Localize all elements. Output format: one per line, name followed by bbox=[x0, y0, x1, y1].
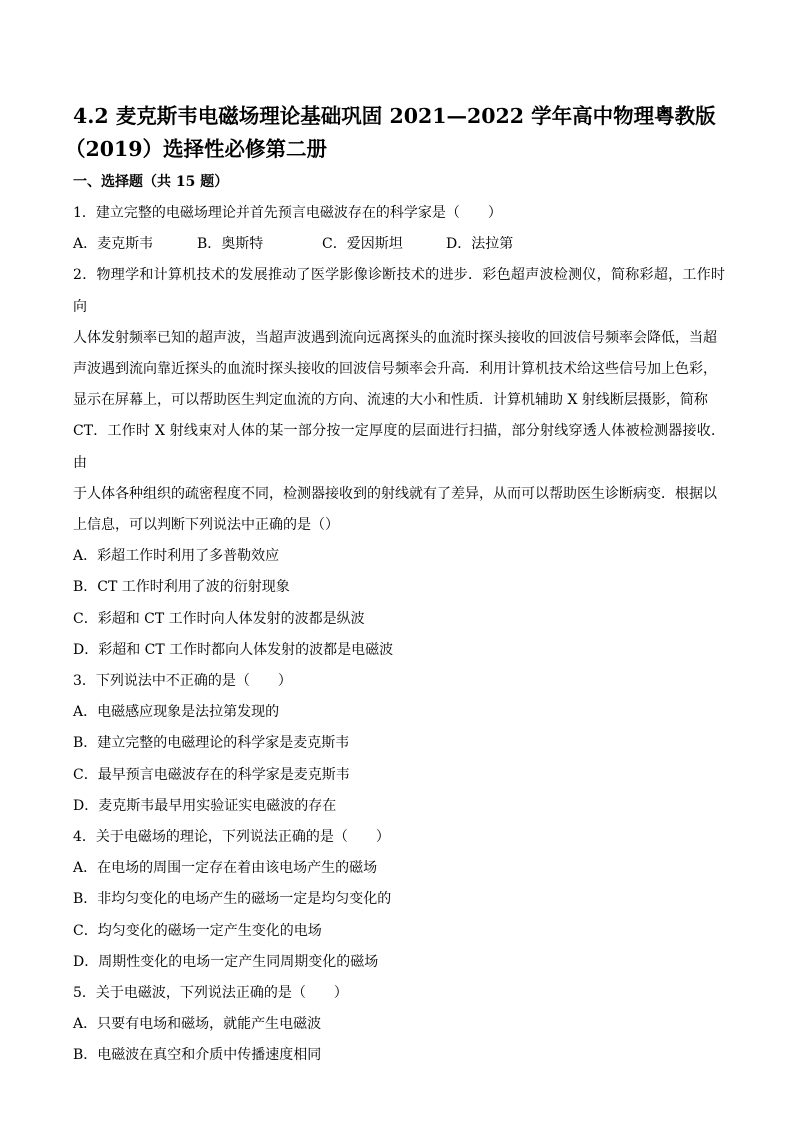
options-row bbox=[73, 229, 725, 260]
option-c: C．爱因斯坦 bbox=[322, 236, 403, 253]
stem-line: 2．物理学和计算机技术的发展推动了医学影像诊断技术的进步．彩色超声波检测仪，简称彩超，工作时向 bbox=[73, 267, 725, 315]
option-a: A．电磁感应现象是法拉第发现的 bbox=[73, 704, 280, 721]
stem-line: 人体发射频率已知的超声波，当超声波遇到流向远离探头的血流时探头接收的回波信号频率会降低，当超 bbox=[73, 329, 717, 346]
option-b: B．建立完整的电磁理论的科学家是麦克斯韦 bbox=[73, 735, 350, 752]
option-c: C．最早预言电磁波存在的科学家是麦克斯韦 bbox=[73, 766, 350, 783]
stem-line: 显示在屏幕上，可以帮助医生判定血流的方向、流速的大小和性质．计算机辅助 X 射线断层摄影，简称 bbox=[73, 392, 708, 409]
option-d: D．麦克斯韦最早用实验证实电磁波的存在 bbox=[73, 797, 337, 814]
question-4 bbox=[73, 822, 725, 978]
title-line-2: （2019）选择性必修第二册 bbox=[65, 137, 328, 161]
stem-line: CT．工作时 X 射线束对人体的某一部分按一定厚度的层面进行扫描，部分射线穿透人体被检测器接收．由 bbox=[73, 423, 725, 471]
question-stem: 1．建立完整的电磁场理论并首先预言电磁波存在的科学家是（ ） bbox=[73, 205, 502, 221]
question-2 bbox=[73, 260, 725, 666]
option-c: C．彩超和 CT 工作时向人体发射的波都是纵波 bbox=[73, 610, 365, 627]
option-a: A．麦克斯韦 bbox=[73, 236, 154, 253]
option-a: A．在电场的周围一定存在着由该电场产生的磁场 bbox=[73, 860, 378, 877]
question-stem: 5．关于电磁波，下列说法正确的是（ ） bbox=[73, 985, 348, 1002]
stem-line: 于人体各种组织的疏密程度不同，检测器接收到的射线就有了差异，从而可以帮助医生诊断病变．根据以 bbox=[73, 485, 717, 502]
document-title bbox=[65, 100, 725, 166]
option-d: D．彩超和 CT 工作时都向人体发射的波都是电磁波 bbox=[73, 641, 394, 658]
question-3 bbox=[73, 666, 725, 822]
option-a: A．只要有电场和磁场，就能产生电磁波 bbox=[73, 1016, 322, 1033]
document-page bbox=[65, 100, 725, 1072]
option-a: A．彩超工作时利用了多普勒效应 bbox=[73, 548, 280, 565]
option-b: B．CT 工作时利用了波的衍射现象 bbox=[73, 579, 290, 596]
option-d: D．法拉第 bbox=[446, 236, 514, 253]
stem-line: 声波遇到流向靠近探头的血流时探头接收的回波信号频率会升高．利用计算机技术给这些信号加上色彩， bbox=[73, 361, 717, 378]
question-stem bbox=[73, 260, 725, 541]
stem-line: 上信息，可以判断下列说法中正确的是（） bbox=[73, 517, 339, 534]
question-stem: 4．关于电磁场的理论，下列说法正确的是（ ） bbox=[73, 829, 390, 846]
section-heading: 一、选择题（共 15 题） bbox=[73, 174, 229, 190]
question-5 bbox=[73, 978, 725, 1072]
option-b: B．电磁波在真空和介质中传播速度相同 bbox=[73, 1047, 322, 1064]
option-c: C．均匀变化的磁场一定产生变化的电场 bbox=[73, 922, 322, 939]
option-d: D．周期性变化的电场一定产生同周期变化的磁场 bbox=[73, 953, 379, 970]
title-line-1: 4.2 麦克斯韦电磁场理论基础巩固 2021—2022 学年高中物理粤教版 bbox=[73, 104, 716, 128]
question-1 bbox=[73, 198, 725, 260]
question-stem: 3．下列说法中不正确的是（ ） bbox=[73, 673, 292, 690]
option-b: B．奥斯特 bbox=[197, 236, 264, 253]
option-b: B．非均匀变化的电场产生的磁场一定是均匀变化的 bbox=[73, 891, 392, 908]
